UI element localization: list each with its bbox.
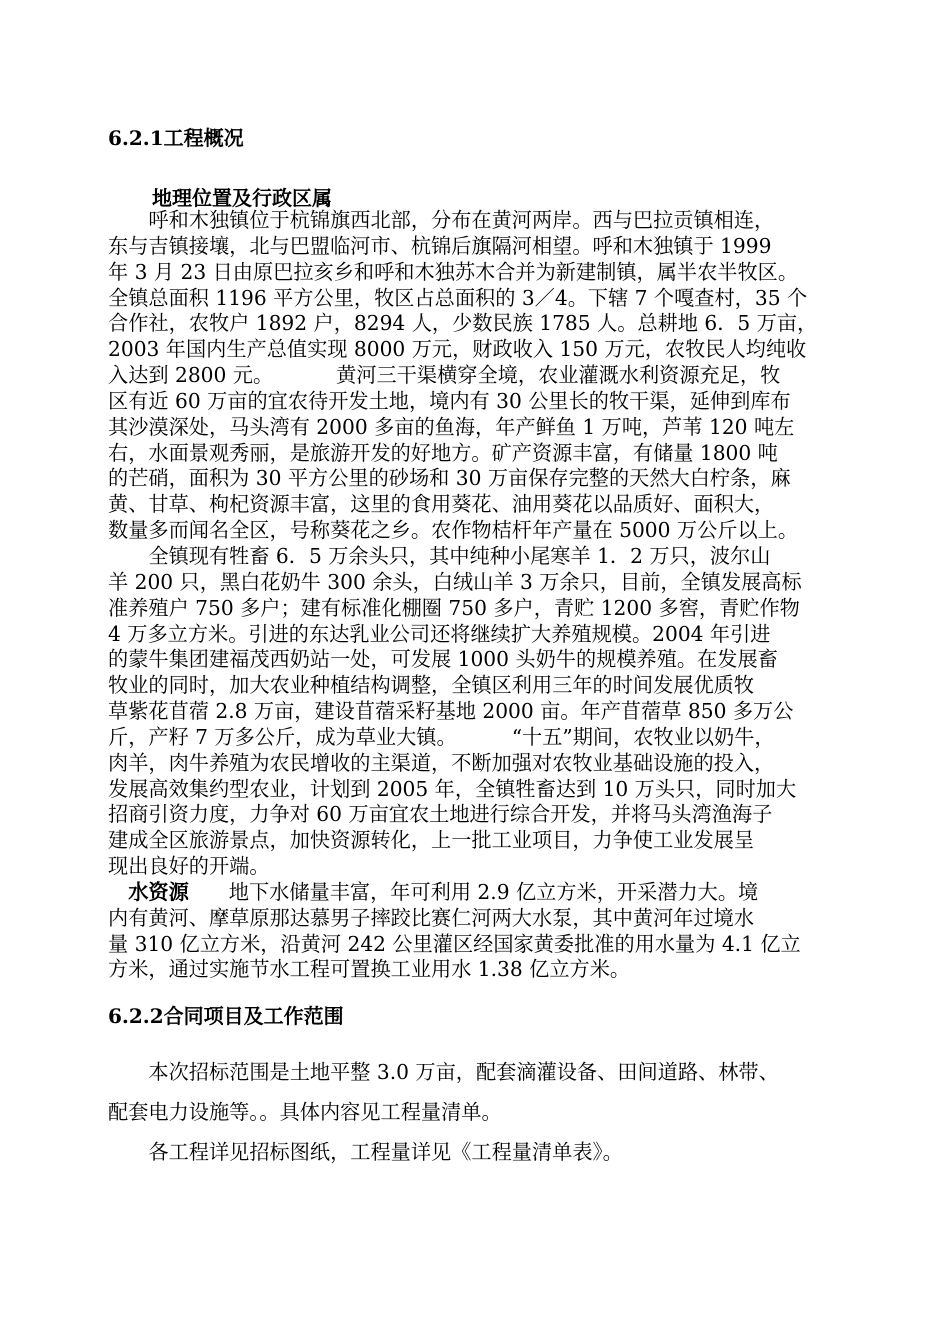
- body-line: 的芒硝，面积为 30 平方公里的砂场和 30 万亩保存完整的天然大白柠条，麻: [108, 466, 791, 491]
- section-heading-contract-scope: 6.2.2合同项目及工作范围: [108, 1004, 344, 1028]
- body-line: 草紫花苜蓿 2.8 万亩，建设苜蓿采籽基地 2000 亩。年产苜蓿草 850 多万公: [108, 699, 794, 724]
- body-line: 4 万多立方米。引进的东达乳业公司还将继续扩大养殖规模。2004 年引进: [108, 621, 771, 646]
- overview-body: [108, 208, 858, 983]
- body-line: 肉羊，肉牛养殖为农民增收的主渠道，不断加强对农牧业基础设施的投入，: [108, 750, 775, 775]
- income-text: 入达到 2800 元。: [108, 363, 274, 388]
- body-line: 方米，通过实施节水工程可置换工业用水 1.38 亿立方米。: [108, 957, 631, 982]
- body-line: 区有近 60 万亩的宜农待开发土地，境内有 30 公里长的牧干渠，延伸到库布: [108, 388, 791, 413]
- water-resources-label: 水资源: [108, 879, 189, 904]
- body-line: 发展高效集约型农业，计划到 2005 年，全镇牲畜达到 10 万头只，同时加大: [108, 776, 797, 801]
- body-line-fifteen: [108, 725, 858, 751]
- body-line: 右，水面景观秀丽，是旅游开发的好地方。矿产资源丰富，有储量 1800 吨: [108, 440, 778, 465]
- body-line: 羊 200 只，黑白花奶牛 300 余头，白绒山羊 3 万余只，目前，全镇发展高标: [108, 569, 802, 594]
- body-line: 2003 年国内生产总值实现 8000 万元，财政收入 150 万元，农牧民人均纯收: [108, 337, 807, 362]
- body-line: 牧业的同时，加大农业种植结构调整，全镇区利用三年的时间发展优质牧: [108, 673, 755, 698]
- body-line: 数量多而闻名全区，号称葵花之乡。农作物桔杆年产量在 5000 万公斤以上。: [108, 518, 799, 543]
- body-line: 东与吉镇接壤，北与巴盟临河市、杭锦后旗隔河相望。呼和木独镇于 1999: [108, 233, 772, 258]
- drawings-paragraph: 各工程详见招标图纸，工程量详见《工程量清单表》。: [108, 1140, 623, 1164]
- body-line: 其沙漠深处，马头湾有 2000 多亩的鱼海，年产鲜鱼 1 万吨，芦苇 120 吨左: [108, 414, 795, 439]
- grass-industry-text: 斤，产籽 7 万多公斤，成为草业大镇。: [108, 724, 457, 749]
- body-line: 准养殖户 750 多户；建有标准化棚圈 750 多户，青贮 1200 多窖，青贮作物: [108, 595, 800, 620]
- fifteen-plan-text: “十五”期间，农牧业以奶牛，: [511, 724, 775, 749]
- body-line: 全镇总面积 1196 平方公里，牧区占总面积的 3／4。下辖 7 个嘎查村，35 个: [108, 285, 808, 310]
- body-line: 黄、甘草、枸杞资源丰富，这里的食用葵花、油用葵花以品质好、面积大，: [108, 492, 775, 517]
- body-line: 招商引资力度，力争对 60 万亩宜农土地进行综合开发，并将马头湾渔海子: [108, 802, 773, 827]
- body-line: 量 310 亿立方米，沿黄河 242 公里灌区经国家黄委批准的用水量为 4.1 亿立: [108, 931, 801, 956]
- body-line: 的蒙牛集团建福茂西奶站一处，可发展 1000 头奶牛的规模养殖。在发展畜: [108, 647, 778, 672]
- body-line-water: [108, 880, 858, 906]
- body-line: 年 3 月 23 日由原巴拉亥乡和呼和木独苏木合并为新建制镇，属半农半牧区。: [108, 259, 799, 284]
- section-heading-project-overview: 6.2.1工程概况: [108, 126, 244, 150]
- scope-paragraph-line: 配套电力设施等。。具体内容见工程量清单。: [108, 1100, 502, 1124]
- water-resources-text: 地下水储量丰富，年可利用 2.9 亿立方米，开采潜力大。境: [228, 879, 759, 904]
- body-line: 呼和木独镇位于杭锦旗西北部，分布在黄河两岸。西与巴拉贡镇相连，: [108, 208, 775, 232]
- canal-text: 黄河三干渠横穿全境，农业灌溉水利资源充足，牧: [336, 363, 781, 388]
- body-line: 建成全区旅游景点，加快资源转化，上一批工业项目，力争使工业发展呈: [108, 828, 755, 853]
- body-line-income: [108, 363, 858, 389]
- body-line: 内有黄河、摩草原那达慕男子摔跤比赛仁河两大水泵，其中黄河年过境水: [108, 905, 755, 930]
- body-line: 合作社，农牧户 1892 户，8294 人，少数民族 1785 人。总耕地 6．5 万亩，: [108, 311, 818, 336]
- body-line: 全镇现有牲畜 6．5 万余头只，其中纯种小尾寒羊 1．2 万只，波尔山: [108, 543, 771, 568]
- subheading-location-administration: 地理位置及行政区属: [152, 186, 332, 210]
- body-line: 现出良好的开端。: [108, 854, 270, 879]
- scope-paragraph-line: 本次招标范围是土地平整 3.0 万亩，配套滴灌设备、田间道路、林带、: [108, 1060, 779, 1084]
